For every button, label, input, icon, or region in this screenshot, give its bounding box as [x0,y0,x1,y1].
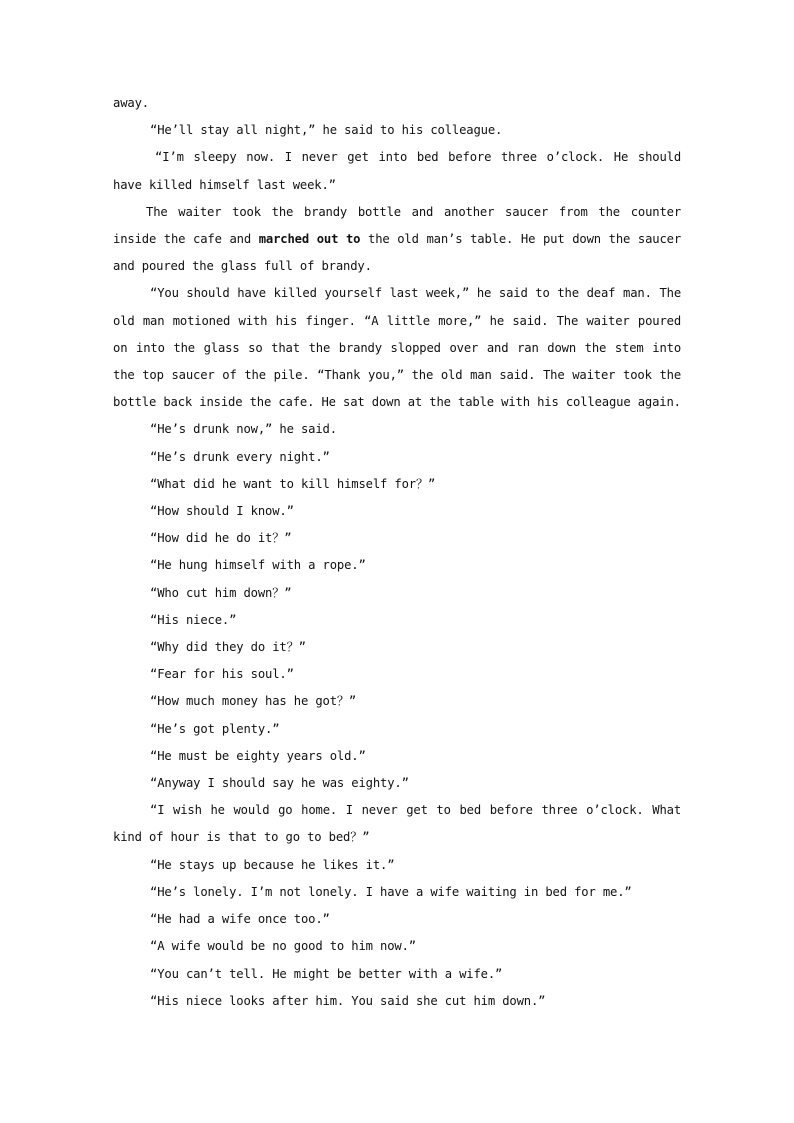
paragraph-text: The waiter took the brandy bottle and another saucer from the counter inside the cafe and [113,204,681,247]
paragraph-narration [113,199,681,281]
paragraph-text: “I wish he would go home. I never get to bed before three o’clock. What kind of hour is that to go to bed？” [113,803,681,845]
paragraph-text: “A wife would be no good to him now.” [150,939,416,954]
paragraph-text: “He hung himself with a rope.” [150,558,366,573]
paragraph-text: “He must be eighty years old.” [150,748,366,763]
paragraph-text: “He’s drunk every night.” [150,449,330,464]
paragraph-text: “How much money has he got？” [150,694,357,709]
paragraph-dialogue [113,117,681,144]
paragraph-dialogue [113,607,681,634]
paragraph-dialogue [113,988,681,1015]
paragraph-dialogue [113,471,681,498]
paragraph-dialogue [113,525,681,552]
paragraph-dialogue [113,879,681,906]
paragraph-dialogue [113,933,681,960]
paragraph-text: “I’m sleepy now. I never get into bed before three o’clock. He should have killed himself last week.” [113,150,681,192]
paragraph-text: the old man’s table. He put down the saucer and poured the glass full of brandy. [113,232,682,274]
paragraph-dialogue [113,634,681,661]
paragraph-text: “He’s drunk now,” he said. [150,422,337,437]
paragraph-narration [113,280,681,416]
bold-phrase: marched out to [258,232,361,247]
paragraph-text: “His niece looks after him. You said she cut him down.” [150,993,546,1008]
paragraph-dialogue [113,661,681,688]
paragraph-dialogue [113,144,681,198]
paragraph-text: “Anyway I should say he was eighty.” [150,776,409,791]
document-page [113,90,681,1015]
paragraph-dialogue [113,906,681,933]
paragraph-dialogue [113,444,681,471]
paragraph-dialogue [113,552,681,579]
paragraph-text: “He’s lonely. I’m not lonely. I have a wife waiting in bed for me.” [150,884,632,899]
paragraph-dialogue [113,961,681,988]
paragraph-text: “How should I know.” [150,504,294,519]
paragraph-text: “How did he do it？” [150,531,292,546]
paragraph-text: “Why did they do it？” [150,640,306,655]
paragraph-dialogue [113,416,681,443]
paragraph-dialogue [113,770,681,797]
paragraph-dialogue [113,688,681,715]
paragraph-dialogue [113,498,681,525]
paragraph-continuation [113,90,681,117]
paragraph-text: “Who cut him down？” [150,585,292,600]
paragraph-text: “He had a wife once too.” [150,912,330,927]
paragraph-text: “What did he want to kill himself for？” [150,476,436,491]
paragraph-dialogue [113,797,681,851]
paragraph-dialogue [113,852,681,879]
paragraph-text: “He’s got plenty.” [150,721,280,736]
paragraph-text: “Fear for his soul.” [150,667,294,682]
paragraph-text: “His niece.” [150,612,237,627]
paragraph-dialogue [113,716,681,743]
paragraph-text: “He stays up because he likes it.” [150,857,395,872]
paragraph-dialogue [113,743,681,770]
paragraph-text: away. [113,96,149,110]
paragraph-text: “He’ll stay all night,” he said to his colleague. [150,123,503,138]
paragraph-dialogue [113,580,681,607]
paragraph-text: “You should have killed yourself last week,” he said to the deaf man. The old man motioned with his finger. “A little more,” he said. The waiter poured on into the glass so that the brandy slopped over and ran down the stem into the top saucer of the pile. “Thank you,” the old man said. The waiter took the bottle back inside the cafe. He sat down at the table with his colleague again. [113,286,681,410]
paragraph-text: “You can’t tell. He might be better with a wife.” [150,966,503,981]
